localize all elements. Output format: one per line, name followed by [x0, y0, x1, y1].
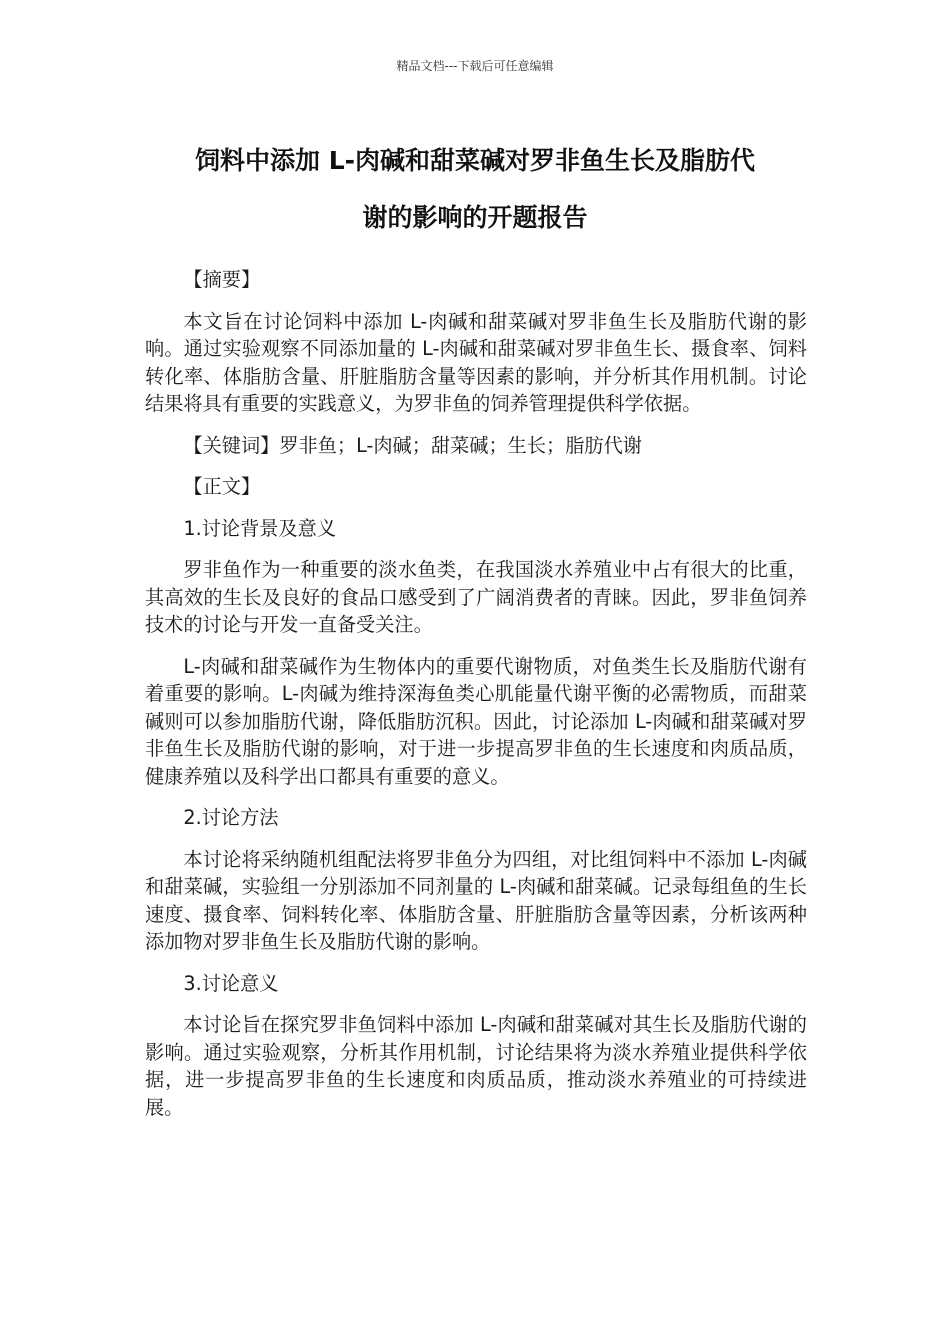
body-label: 【正文】	[183, 475, 261, 498]
document-title	[145, 132, 805, 246]
section-heading-method: 2.讨论方法	[183, 806, 279, 829]
title-line-1: 饲料中添加 L-肉碱和甜菜碱对罗非鱼生长及脂肪代	[194, 146, 755, 175]
section-heading-significance: 3.讨论意义	[183, 971, 279, 995]
document-body	[145, 266, 807, 1135]
abstract-label: 【摘要】	[183, 268, 261, 291]
section-paragraph: 本讨论将采纳随机组配法将罗非鱼分为四组，对比组饲料中不添加 L-肉碱和甜菜碱，实验组一分别添加不同剂量的 L-肉碱和甜菜碱。记录每组鱼的生长速度、摄食率、饲料转化率、体脂肪含量、肝脏脂肪含量等因素，分析该两种添加物对罗非鱼生长及脂肪代谢的影响。	[145, 847, 807, 953]
abstract-paragraph: 本文旨在讨论饲料中添加 L-肉碱和甜菜碱对罗非鱼生长及脂肪代谢的影响。通过实验观察不同添加量的 L-肉碱和甜菜碱对罗非鱼生长、摄食率、饲料转化率、体脂肪含量、肝脏脂肪含量等因素的影响，并分析其作用机制。讨论结果将具有重要的实践意义，为罗非鱼的饲养管理提供科学依据。	[145, 309, 807, 415]
section-heading-background: 1.讨论背景及意义	[183, 516, 337, 540]
header-note: 精品文档---下载后可任意编辑	[396, 59, 554, 73]
title-line-2: 谢的影响的开题报告	[362, 203, 588, 232]
section-paragraph: L-肉碱和甜菜碱作为生物体内的重要代谢物质，对鱼类生长及脂肪代谢有着重要的影响。L-肉碱为维持深海鱼类心肌能量代谢平衡的必需物质，而甜菜碱则可以参加脂肪代谢，降低脂肪沉积。因此，讨论添加 L-肉碱和甜菜碱对罗非鱼生长及脂肪代谢的影响，对于进一步提高罗非鱼的生长速度和肉质品质，健康养殖以及科学出口都具有重要的意义。	[145, 654, 807, 788]
keywords-line: 【关键词】罗非鱼；L-肉碱；甜菜碱；生长；脂肪代谢	[183, 433, 642, 457]
section-paragraph: 本讨论旨在探究罗非鱼饲料中添加 L-肉碱和甜菜碱对其生长及脂肪代谢的影响。通过实验观察，分析其作用机制，讨论结果将为淡水养殖业提供科学依据，进一步提高罗非鱼的生长速度和肉质品质，推动淡水养殖业的可持续进展。	[145, 1013, 807, 1119]
section-paragraph: 罗非鱼作为一种重要的淡水鱼类，在我国淡水养殖业中占有很大的比重，其高效的生长及良好的食品口感受到了广阔消费者的青睐。因此，罗非鱼饲养技术的讨论与开发一直备受关注。	[145, 558, 807, 636]
